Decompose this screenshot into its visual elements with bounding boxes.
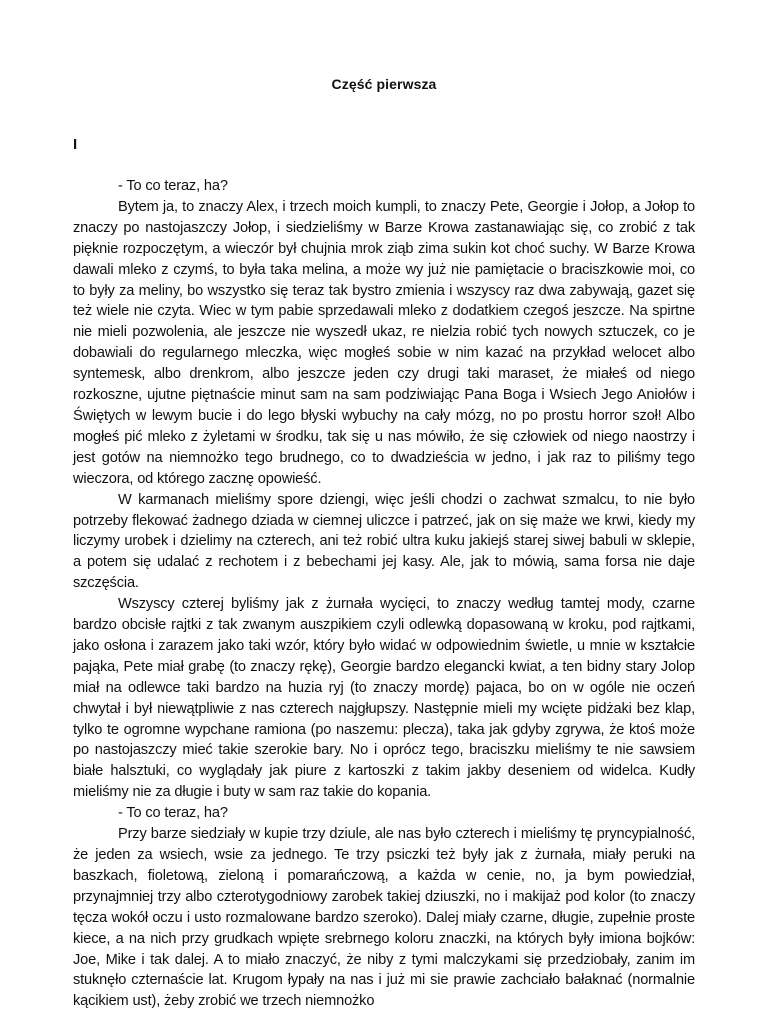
paragraph: - To co teraz, ha? [118, 178, 228, 194]
body-text [73, 176, 695, 1012]
paragraph: Przy barze siedziały w kupie trzy dziule, ale nas było czterech i mieliśmy tę pryncypialność, że jeden za wsiech, wsie za jednego. Te trzy psiczki też były jak z żurnała, miały peruki na baszkach, fioletową, zieloną i pomarańczową, a każda w cenie, no, ja bym powiedział, przynajmniej trzy albo czterotygodniowy zarobek takiej dziuszki, no i makijaż pod kolor (to znaczy tęcza wokół oczu i usto rozmalowane bardzo szeroko). Dalej miały czarne, długie, zupełnie proste kiece, a na nich przy grudkach wpięte srebrnego koloru znaczki, na których były imiona bojków: Joe, Mike i tak dalej. A to miało znaczyć, że niby z tymi malczykami się przedziobały, zanim im stuknęło czternaście lat. Krugom łypały na nas i już mi sie prawie zachciało bałaknać (normalnie kącikiem ust), żeby zrobić we trzech niemnożko [73, 826, 695, 1010]
paragraph: Wszyscy czterej byliśmy jak z żurnała wycięci, to znaczy według tamtej mody, czarne bardzo obcisłe rajtki z tak zwanym auszpikiem czyli odlewką dopasowaną w kroku, pod rajtkami, jako osłona i zarazem jako taki wzór, który było widać w odpowiednim świetle, u mnie w kształcie pająka, Pete miał grabę (to znaczy rękę), Georgie bardzo elegancki kwiat, a ten bidny stary Jolop miał na odlewce taki bardzo na huzia ryj (to znaczy mordę) pajaca, bo on w ogóle nie oczeń chwytał i był niewątpliwie z nas czterech najgłupszy. Następnie mieli my wcięte pidżaki bez klap, tylko te ogromne wypchane ramiona (po naszemu: plecza), taka jak gdyby zgrywa, że ktoś może po nastojaszczy mieć takie szerokie bary. No i oprócz tego, braciszku mieliśmy te nie sawsiem białe halsztuki, co wyglądały jak piure z kartoszki z takim jakby deseniem od widelca. Kudły mieliśmy nie za długie i buty w sam raz takie do kopania. [73, 596, 695, 801]
paragraph: W karmanach mieliśmy spore dziengi, więc jeśli chodzi o zachwat szmalcu, to nie było potrzeby flekować żadnego dziada w ciemnej uliczce i patrzeć, jak on się maże we krwi, kiedy my liczymy urobek i dzielimy na czterech, ani też robić ultra kuku jakiejś starej siwej babuli w sklepie, a potem się udalać z rechotem i z bebechami jej kasy. Ale, jak to mówią, sama forsa nie daje szczęścia. [73, 491, 695, 592]
chapter-number: I [73, 136, 78, 153]
paragraph: - To co teraz, ha? [118, 805, 228, 822]
section-title: Część pierwsza [331, 76, 437, 92]
paragraph: Bytem ja, to znaczy Alex, i trzech moich kumpli, to znaczy Pete, Georgie i Jołop, a Jołop to znaczy po nastojaszczy Jołop, i siedzieliśmy w Barze Krowa zastanawiając się, co zrobić z tak pięknie rozpoczętym, a wieczór był chujnia mrok ziąb zima sukin kot choć suchy. W Barze Krowa dawali mleko z czymś, to była taka melina, a może wy już nie pamiętacie o braciszkowie moi, co to były za meliny, bo wszystko się teraz tak bystro zmienia i wszyscy raz dwa zabywają, gazet się też wiele nie czyta. Wiec w tym pabie sprzedawali mleko z dodatkiem czegoś jeszcze. Na spirtne nie mieli pozwolenia, ale jeszcze nie wyszedł ukaz, re nielzia robić tych nowych sztuczek, co je dobawiali do regularnego mleczka, więc mogłeś sobie w nim kazać na przykład welocet albo syntemesk, albo drenkrom, albo jeszcze jeden czy drugi taki maraset, że miałeś od niego rozkoszne, ujutne piętnaście minut sam na sam podziwiając Pana Boga i Wsiech Jego Aniołów i Świętych w lewym bucie i do lego błyski wybuchy na cały mózg, no po prostu horror szoł! Albo mogłeś pić mleko z żyletami w środku, tak się u nas mówiło, że się człowiek od niego naostrzy i jest gotów na niemnożko tego brudnego, co to dwadzieścia w jedno, i jak raz to piliśmy tego wieczora, od którego zacznę opowieść. [73, 198, 695, 487]
